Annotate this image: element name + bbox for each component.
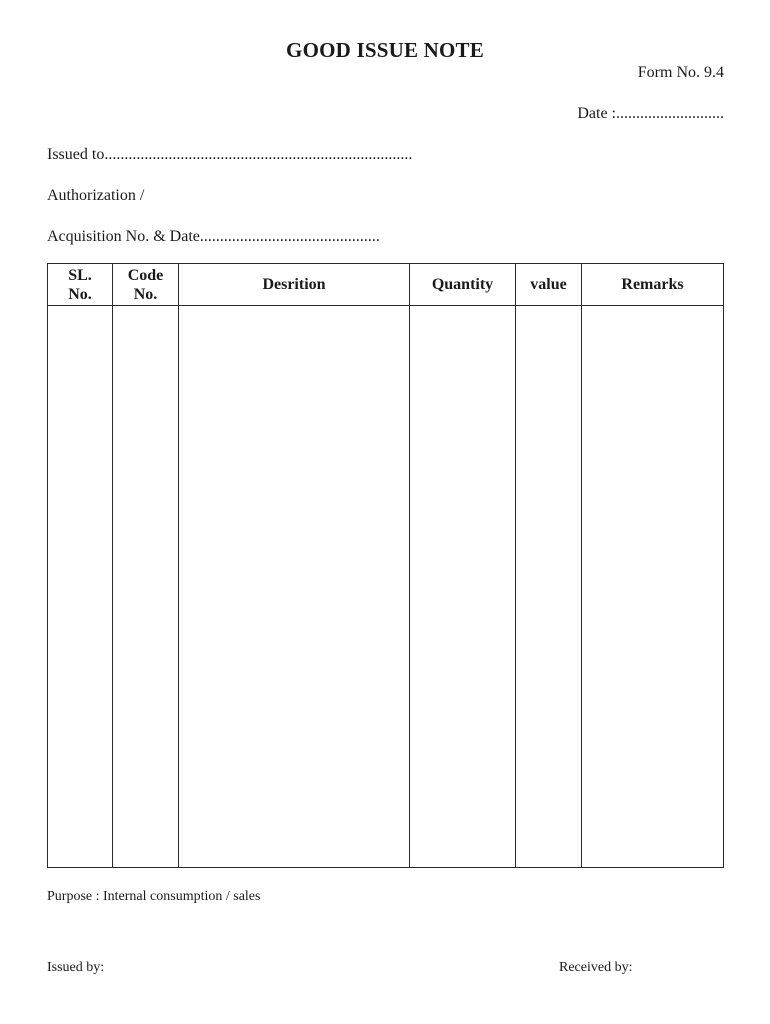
column-header-value: value bbox=[516, 264, 582, 306]
column-header-quantity: Quantity bbox=[410, 264, 516, 306]
column-header-code-no bbox=[113, 264, 179, 306]
acquisition-field: Acquisition No. & Date............................................. bbox=[47, 228, 380, 245]
issued-to-field: Issued to............................................................................. bbox=[47, 146, 413, 163]
column-header-line: SL. bbox=[68, 266, 92, 284]
table-row bbox=[48, 306, 724, 868]
issued-by-label: Issued by: bbox=[47, 960, 105, 975]
remarks-cell[interactable] bbox=[582, 306, 724, 868]
table-header-row bbox=[48, 264, 724, 306]
column-header-line: Code bbox=[127, 266, 164, 284]
value-cell[interactable] bbox=[516, 306, 582, 868]
code-no-cell[interactable] bbox=[113, 306, 179, 868]
sl-no-cell[interactable] bbox=[48, 306, 113, 868]
description-cell[interactable] bbox=[179, 306, 410, 868]
goods-table bbox=[47, 263, 724, 868]
purpose-line: Purpose : Internal consumption / sales bbox=[47, 889, 261, 904]
column-header-description: Desrition bbox=[179, 264, 410, 306]
document-title: GOOD ISSUE NOTE bbox=[286, 38, 484, 62]
quantity-cell[interactable] bbox=[410, 306, 516, 868]
column-header-sl-no bbox=[48, 264, 113, 306]
column-header-remarks: Remarks bbox=[582, 264, 724, 306]
received-by-label: Received by: bbox=[559, 960, 633, 975]
form-number: Form No. 9.4 bbox=[637, 64, 724, 81]
column-header-line: No. bbox=[68, 285, 92, 303]
date-field: Date :........................... bbox=[577, 105, 724, 122]
column-header-line: No. bbox=[133, 285, 158, 303]
authorization-field: Authorization / bbox=[47, 187, 145, 204]
